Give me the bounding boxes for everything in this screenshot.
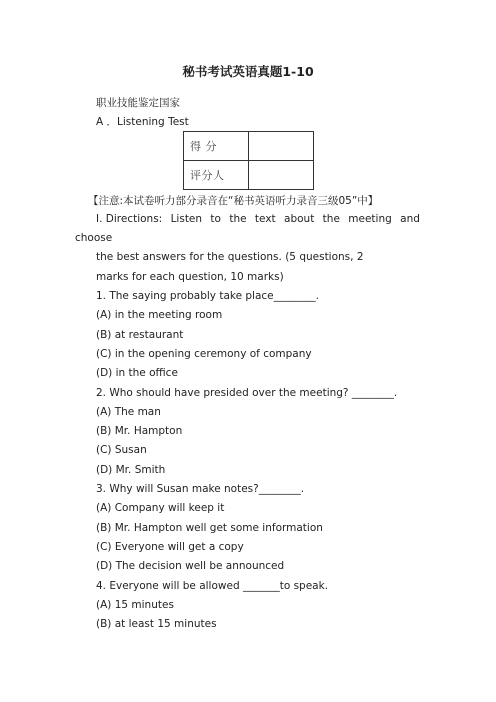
question-3: 3. Why will Susan make notes?________. <box>96 483 305 495</box>
question-2: 2. Who should have presided over the meeting? ________. <box>96 387 398 399</box>
grader-cell <box>249 161 314 190</box>
option-1c: (C) in the opening ceremony of company <box>96 348 312 360</box>
directions-word: and <box>400 213 420 225</box>
directions-line-3: marks for each question, 10 marks) <box>96 271 284 283</box>
directions-word: Listen <box>170 213 203 225</box>
option-3b: (B) Mr. Hampton well get some information <box>96 522 323 534</box>
score-label: 得 分 <box>184 132 249 161</box>
directions-word: the <box>322 213 340 225</box>
document-title: 秘书考试英语真题1-10 <box>182 64 314 79</box>
option-1b: (B) at restaurant <box>96 329 184 341</box>
option-1d: (D) in the office <box>96 367 178 379</box>
option-1a: (A) in the meeting room <box>96 309 223 321</box>
question-4: 4. Everyone will be allowed _______to speak. <box>96 580 329 592</box>
directions-word: to <box>210 213 221 225</box>
option-4b: (B) at least 15 minutes <box>96 618 217 630</box>
directions-word: meeting <box>348 213 392 225</box>
notice-text: 【注意:本试卷听力部分录音在“秘书英语听力录音三级05”中】 <box>88 195 379 207</box>
directions-word: text <box>254 213 276 225</box>
directions-word: about <box>284 213 315 225</box>
option-2a: (A) The man <box>96 406 161 418</box>
question-1: 1. The saying probably take place________. <box>96 290 319 302</box>
option-3d: (D) The decision well be announced <box>96 560 285 572</box>
option-2c: (C) Susan <box>96 444 147 456</box>
option-2b: (B) Mr. Hampton <box>96 425 183 437</box>
directions-word: the <box>229 213 247 225</box>
directions-line-2: the best answers for the questions. (5 questions, 2 <box>96 251 364 263</box>
grader-label: 评分人 <box>184 161 249 190</box>
score-table <box>183 131 314 190</box>
directions-line-1 <box>96 212 420 226</box>
directions-word: Ⅰ. Directions: <box>96 213 163 225</box>
score-cell <box>249 132 314 161</box>
option-3a: (A) Company will keep it <box>96 502 225 514</box>
section-heading: A ．Listening Test <box>96 116 189 128</box>
option-2d: (D) Mr. Smith <box>96 464 166 476</box>
subtitle: 职业技能鉴定国家 <box>96 97 180 109</box>
option-3c: (C) Everyone will get a copy <box>96 541 244 553</box>
option-4a: (A) 15 minutes <box>96 599 174 611</box>
directions-continuation: choose <box>75 232 113 244</box>
